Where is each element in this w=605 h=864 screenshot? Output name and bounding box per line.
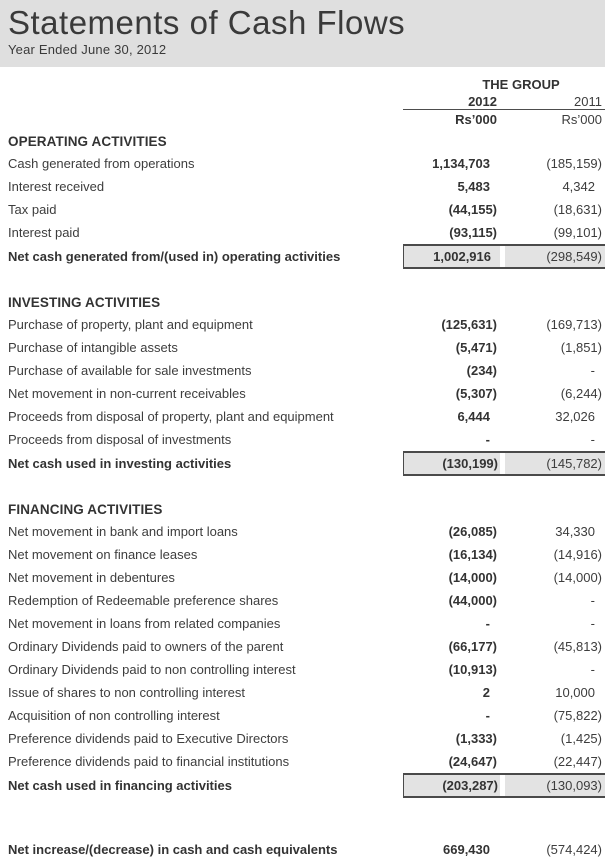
value-2011: (169,713)	[546, 317, 602, 332]
row-label: Net movement in non-current receivables	[8, 386, 246, 401]
value-2011: (1,425)	[560, 731, 602, 746]
row-values	[403, 156, 605, 171]
table-row	[0, 704, 605, 727]
row-values	[403, 179, 605, 194]
total-row	[0, 773, 605, 798]
table-row	[0, 152, 605, 175]
row-values	[403, 225, 605, 240]
section-operating	[0, 132, 605, 269]
column-year-2012: 2012	[468, 93, 497, 109]
value-2011: (45,813)	[553, 639, 602, 654]
row-label: Preference dividends paid to financial institutions	[8, 754, 290, 769]
row-label: Cash generated from operations	[8, 156, 195, 171]
value-2011: -	[590, 363, 595, 378]
unit-header-cols	[403, 112, 605, 127]
year-header-cols	[403, 93, 605, 110]
value-2012: (26,085)	[448, 524, 497, 539]
row-label: Ordinary Dividends paid to owners of the parent	[8, 639, 284, 654]
row-values	[403, 524, 605, 539]
table-row	[0, 313, 605, 336]
value-2012: 1,002,916	[404, 246, 500, 267]
row-values	[403, 708, 605, 723]
row-label: Proceeds from disposal of property, plant and equipment	[8, 409, 334, 424]
row-values	[403, 244, 605, 269]
value-2012: -	[485, 708, 490, 723]
value-2012: -	[485, 432, 490, 447]
table-row	[0, 359, 605, 382]
value-2011: (99,101)	[553, 225, 602, 240]
value-2012: (66,177)	[448, 639, 497, 654]
value-2011: (14,916)	[553, 547, 602, 562]
value-2011: (75,822)	[553, 708, 602, 723]
total-row	[0, 451, 605, 476]
row-label: Purchase of property, plant and equipment	[8, 317, 253, 332]
summary-label: Net increase/(decrease) in cash and cash equivalents	[8, 842, 338, 857]
table-row	[0, 198, 605, 221]
table-row	[0, 428, 605, 451]
row-values	[403, 639, 605, 654]
value-2011: -	[590, 616, 595, 631]
value-2012: (10,913)	[448, 662, 497, 677]
row-values	[403, 616, 605, 631]
row-values	[403, 662, 605, 677]
row-label: Preference dividends paid to Executive Directors	[8, 731, 289, 746]
value-2011: -	[590, 593, 595, 608]
value-2012: 2	[482, 685, 490, 700]
page-subtitle: Year Ended June 30, 2012	[8, 42, 167, 57]
table-row	[0, 175, 605, 198]
value-2011: (298,549)	[505, 246, 605, 267]
value-2012: (203,287)	[404, 775, 500, 796]
row-values	[403, 685, 605, 700]
value-2012: (44,155)	[448, 202, 497, 217]
table-row	[0, 727, 605, 750]
value-2011: 10,000	[555, 685, 595, 700]
row-label: Net movement in debentures	[8, 570, 175, 585]
group-header-cols	[403, 77, 605, 92]
table-row	[0, 589, 605, 612]
value-2011: -	[590, 432, 595, 447]
value-2011: (1,851)	[560, 340, 602, 355]
row-label: Net cash used in investing activities	[8, 456, 232, 471]
value-2011: (18,631)	[553, 202, 602, 217]
table-row	[0, 635, 605, 658]
row-values	[403, 432, 605, 447]
column-year-2011: 2011	[574, 93, 602, 109]
value-2011: (6,244)	[560, 386, 602, 401]
value-2012: 6,444	[457, 409, 490, 424]
row-label: Acquisition of non controlling interest	[8, 708, 220, 723]
page-title: Statements of Cash Flows	[8, 4, 406, 41]
value-2012: (1,333)	[455, 731, 497, 746]
row-values	[403, 340, 605, 355]
value-2012: (14,000)	[448, 570, 497, 585]
row-label: Redemption of Redeemable preference shares	[8, 593, 279, 608]
row-values	[403, 386, 605, 401]
page-header	[0, 0, 605, 67]
value-2012: (93,115)	[449, 225, 497, 240]
column-unit-2011: Rs’000	[561, 112, 602, 127]
table-row	[0, 336, 605, 359]
row-label: Proceeds from disposal of investments	[8, 432, 232, 447]
value-2012: (44,000)	[448, 593, 497, 608]
summary-value-2011: (574,424)	[546, 842, 602, 857]
row-label: Net cash generated from/(used in) operating activities	[8, 249, 341, 264]
summary-cols	[403, 842, 605, 857]
table-row	[0, 658, 605, 681]
row-values	[403, 363, 605, 378]
table-row	[0, 221, 605, 244]
row-label: Purchase of available for sale investments	[8, 363, 252, 378]
row-label: Net movement in bank and import loans	[8, 524, 238, 539]
row-values	[403, 202, 605, 217]
table-row	[0, 405, 605, 428]
value-2011: 34,330	[555, 524, 595, 539]
row-label: Net movement in loans from related companies	[8, 616, 281, 631]
value-2012: (125,631)	[441, 317, 497, 332]
value-2011: 32,026	[555, 409, 595, 424]
value-2012: -	[485, 616, 490, 631]
value-2012: (5,471)	[455, 340, 497, 355]
section-investing	[0, 293, 605, 476]
value-2011: (22,447)	[553, 754, 602, 769]
table-row	[0, 681, 605, 704]
value-2012: (16,134)	[448, 547, 497, 562]
summary-value-2012: 669,430	[443, 842, 490, 857]
row-values	[403, 731, 605, 746]
value-2011: (185,159)	[546, 156, 602, 171]
table-row	[0, 750, 605, 773]
row-values	[403, 409, 605, 424]
value-2011: (14,000)	[553, 570, 602, 585]
row-label: Interest paid	[8, 225, 80, 240]
value-2011: -	[590, 662, 595, 677]
value-2012: 1,134,703	[432, 156, 490, 171]
row-values	[403, 317, 605, 332]
column-unit-2012: Rs’000	[455, 112, 497, 127]
value-2012: (130,199)	[404, 453, 500, 474]
row-label: Interest received	[8, 179, 105, 194]
row-label: Net movement on finance leases	[8, 547, 198, 562]
row-values	[403, 547, 605, 562]
cash-flow-table	[0, 75, 605, 861]
group-header-row	[0, 75, 605, 93]
table-row	[0, 612, 605, 635]
row-values	[403, 570, 605, 585]
table-body	[0, 132, 605, 798]
value-2012: (24,647)	[448, 754, 497, 769]
section-heading: OPERATING ACTIVITIES	[8, 134, 167, 149]
section-heading: FINANCING ACTIVITIES	[8, 502, 163, 517]
row-label: Issue of shares to non controlling interest	[8, 685, 246, 700]
summary-row	[0, 838, 605, 861]
table-row	[0, 566, 605, 589]
table-row	[0, 382, 605, 405]
row-label: Tax paid	[8, 202, 57, 217]
row-label: Purchase of intangible assets	[8, 340, 178, 355]
table-row	[0, 543, 605, 566]
value-2011: 4,342	[562, 179, 595, 194]
group-label: THE GROUP	[482, 76, 560, 92]
row-label: Ordinary Dividends paid to non controlling interest	[8, 662, 296, 677]
row-values	[403, 451, 605, 476]
total-row	[0, 244, 605, 269]
section-heading: INVESTING ACTIVITIES	[8, 295, 161, 310]
row-values	[403, 754, 605, 769]
year-header-row	[0, 93, 605, 110]
row-values	[403, 773, 605, 798]
row-label: Net cash used in financing activities	[8, 778, 232, 793]
section-financing	[0, 500, 605, 798]
table-row	[0, 520, 605, 543]
value-2011: (130,093)	[505, 775, 605, 796]
value-2012: 5,483	[457, 179, 490, 194]
value-2011: (145,782)	[505, 453, 605, 474]
value-2012: (5,307)	[455, 386, 497, 401]
value-2012: (234)	[466, 363, 497, 378]
unit-header-row	[0, 110, 605, 129]
row-values	[403, 593, 605, 608]
